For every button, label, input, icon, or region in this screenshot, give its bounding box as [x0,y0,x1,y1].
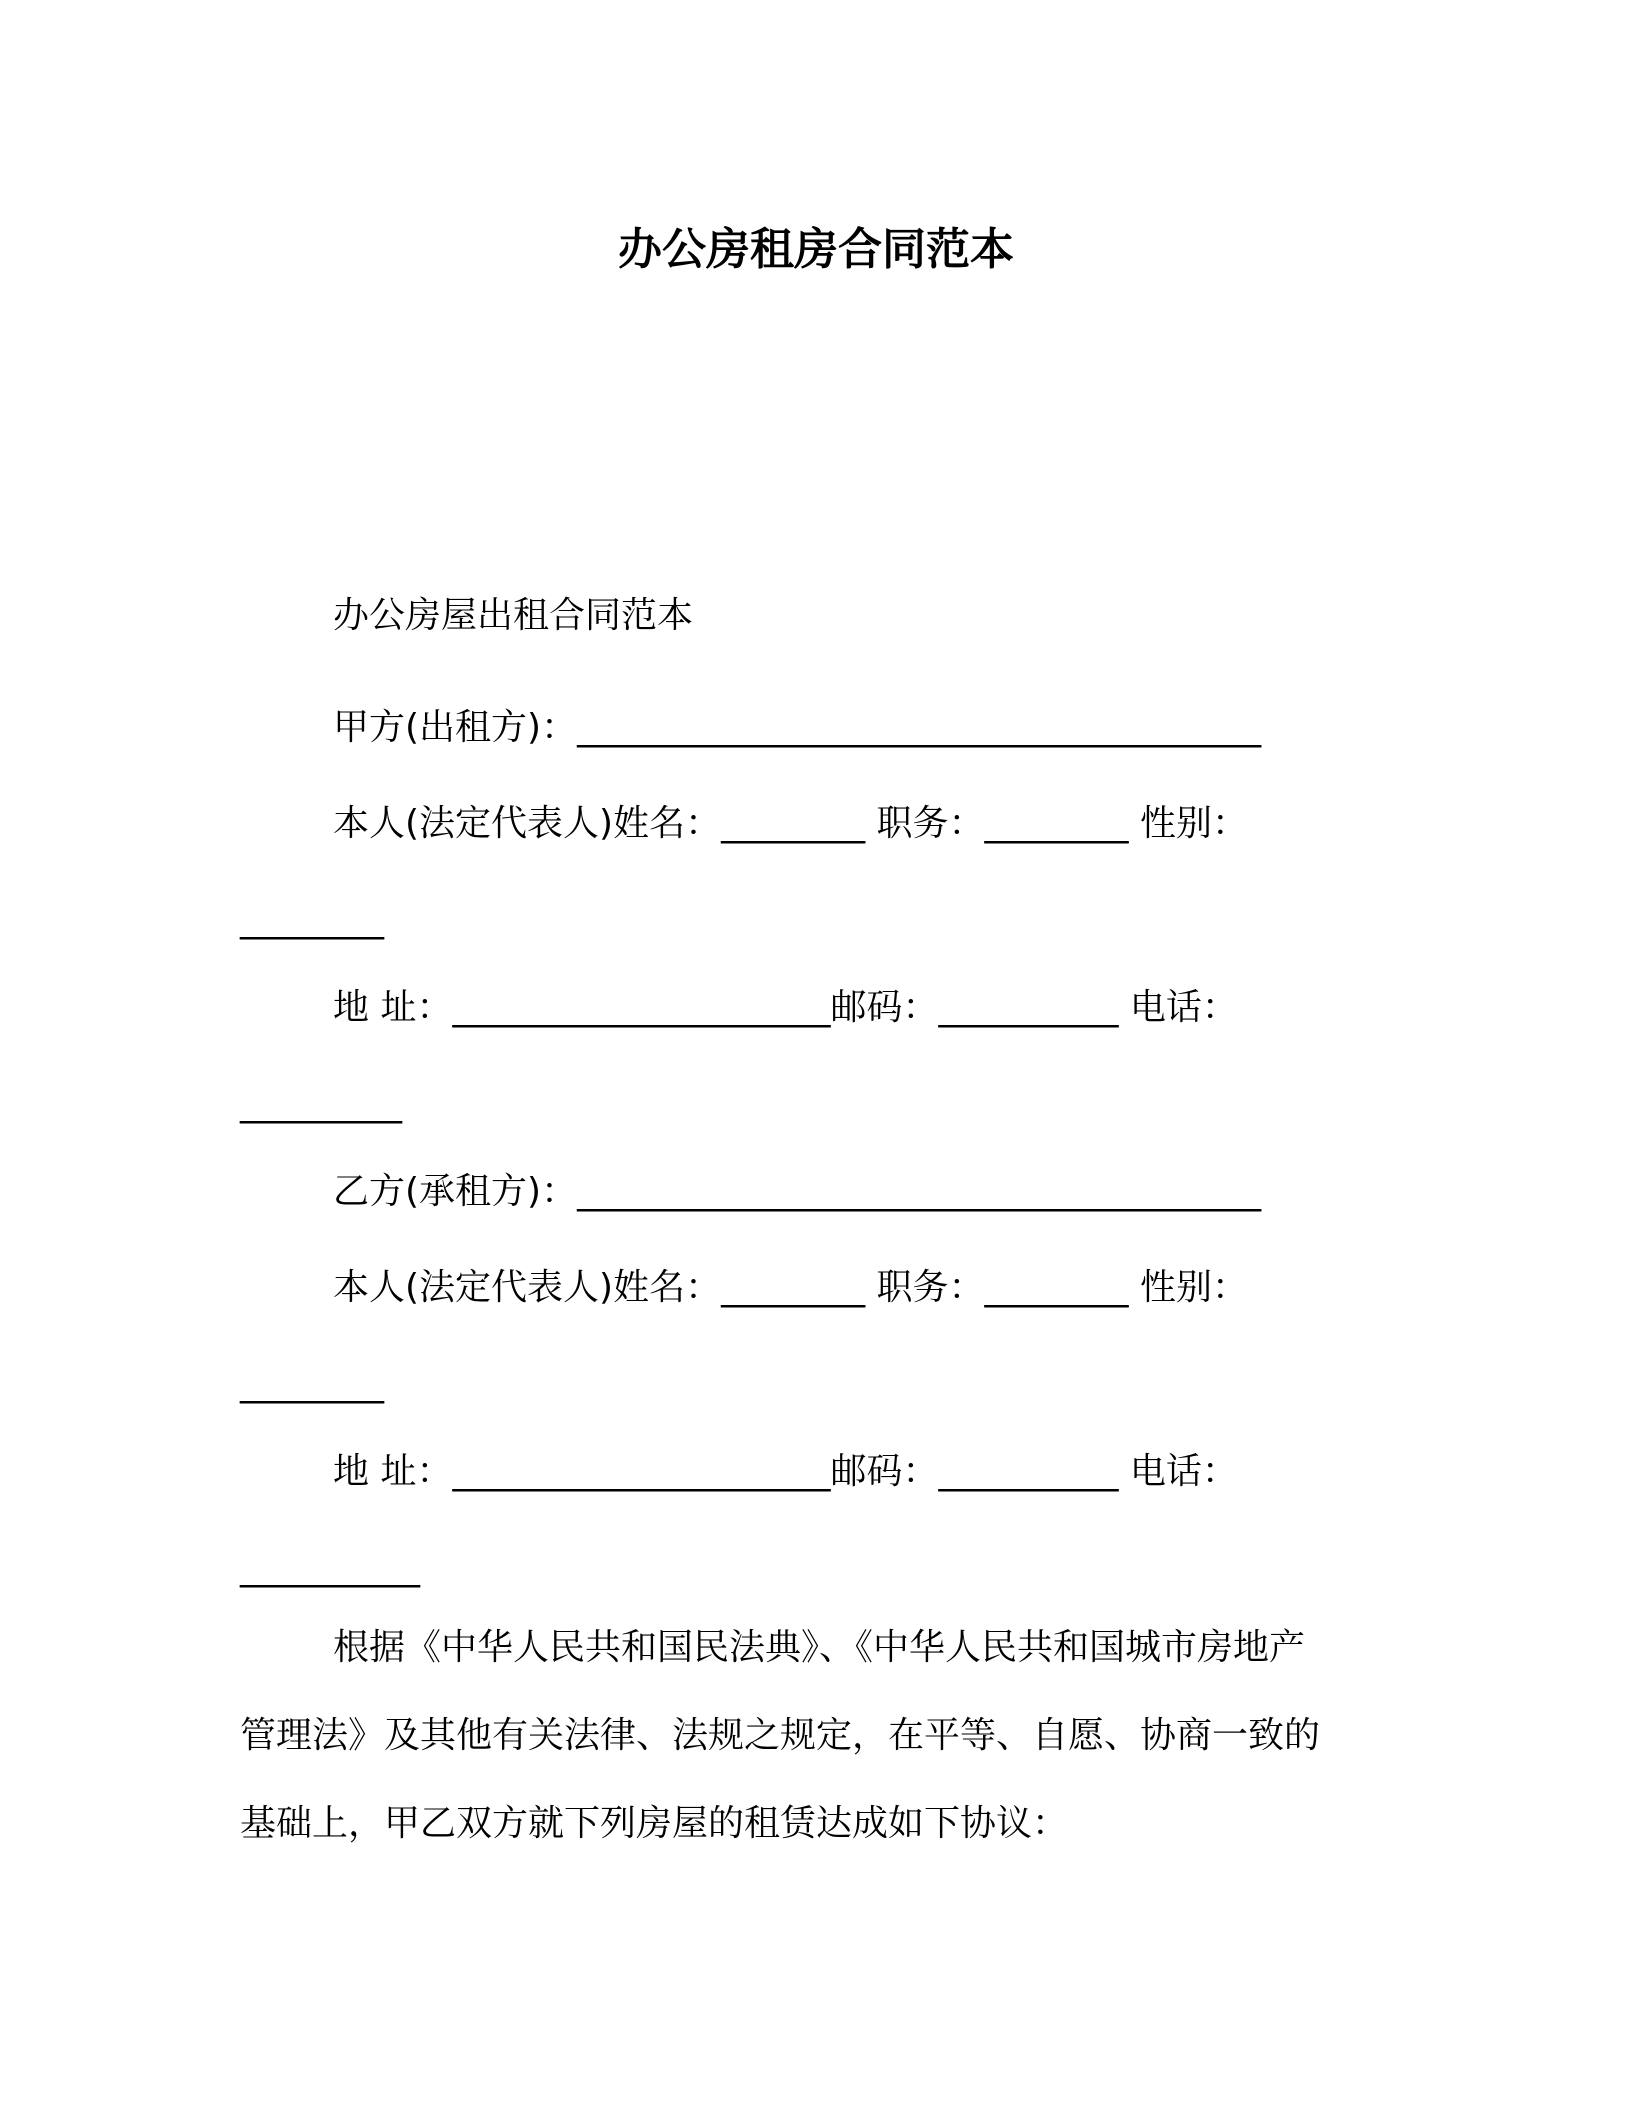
lessee-line: 乙方(承租方)：______________________________________ [333,1171,1262,1212]
document-subtitle: 办公房屋出租合同范本 [333,595,694,636]
lessee-gender-blank: ________ [240,1363,384,1404]
paragraph-line-3: 基础上，甲乙双方就下列房屋的租赁达成如下协议： [240,1803,1069,1844]
lessee-address-line: 地 址：_____________________邮码：__________ 电话： [333,1451,1238,1492]
lessor-address-line: 地 址：_____________________邮码：__________ 电话： [333,987,1238,1028]
paragraph-line-2: 管理法》及其他有关法律、法规之规定，在平等、自愿、协商一致的 [240,1715,1321,1756]
document-title: 办公房租房合同范本 [618,224,1014,275]
lessor-line: 甲方(出租方)：______________________________________ [333,707,1262,748]
lessee-representative-line: 本人(法定代表人)姓名：________ 职务：________ 性别： [333,1267,1248,1308]
paragraph-line-1: 根据《中华人民共和国民法典》、《中华人民共和国城市房地产 [333,1627,1306,1668]
lessor-gender-blank: ________ [240,899,384,940]
lessor-representative-line: 本人(法定代表人)姓名：________ 职务：________ 性别： [333,803,1248,844]
lessee-phone-blank: __________ [240,1547,420,1588]
lessor-phone-blank: _________ [240,1083,402,1124]
